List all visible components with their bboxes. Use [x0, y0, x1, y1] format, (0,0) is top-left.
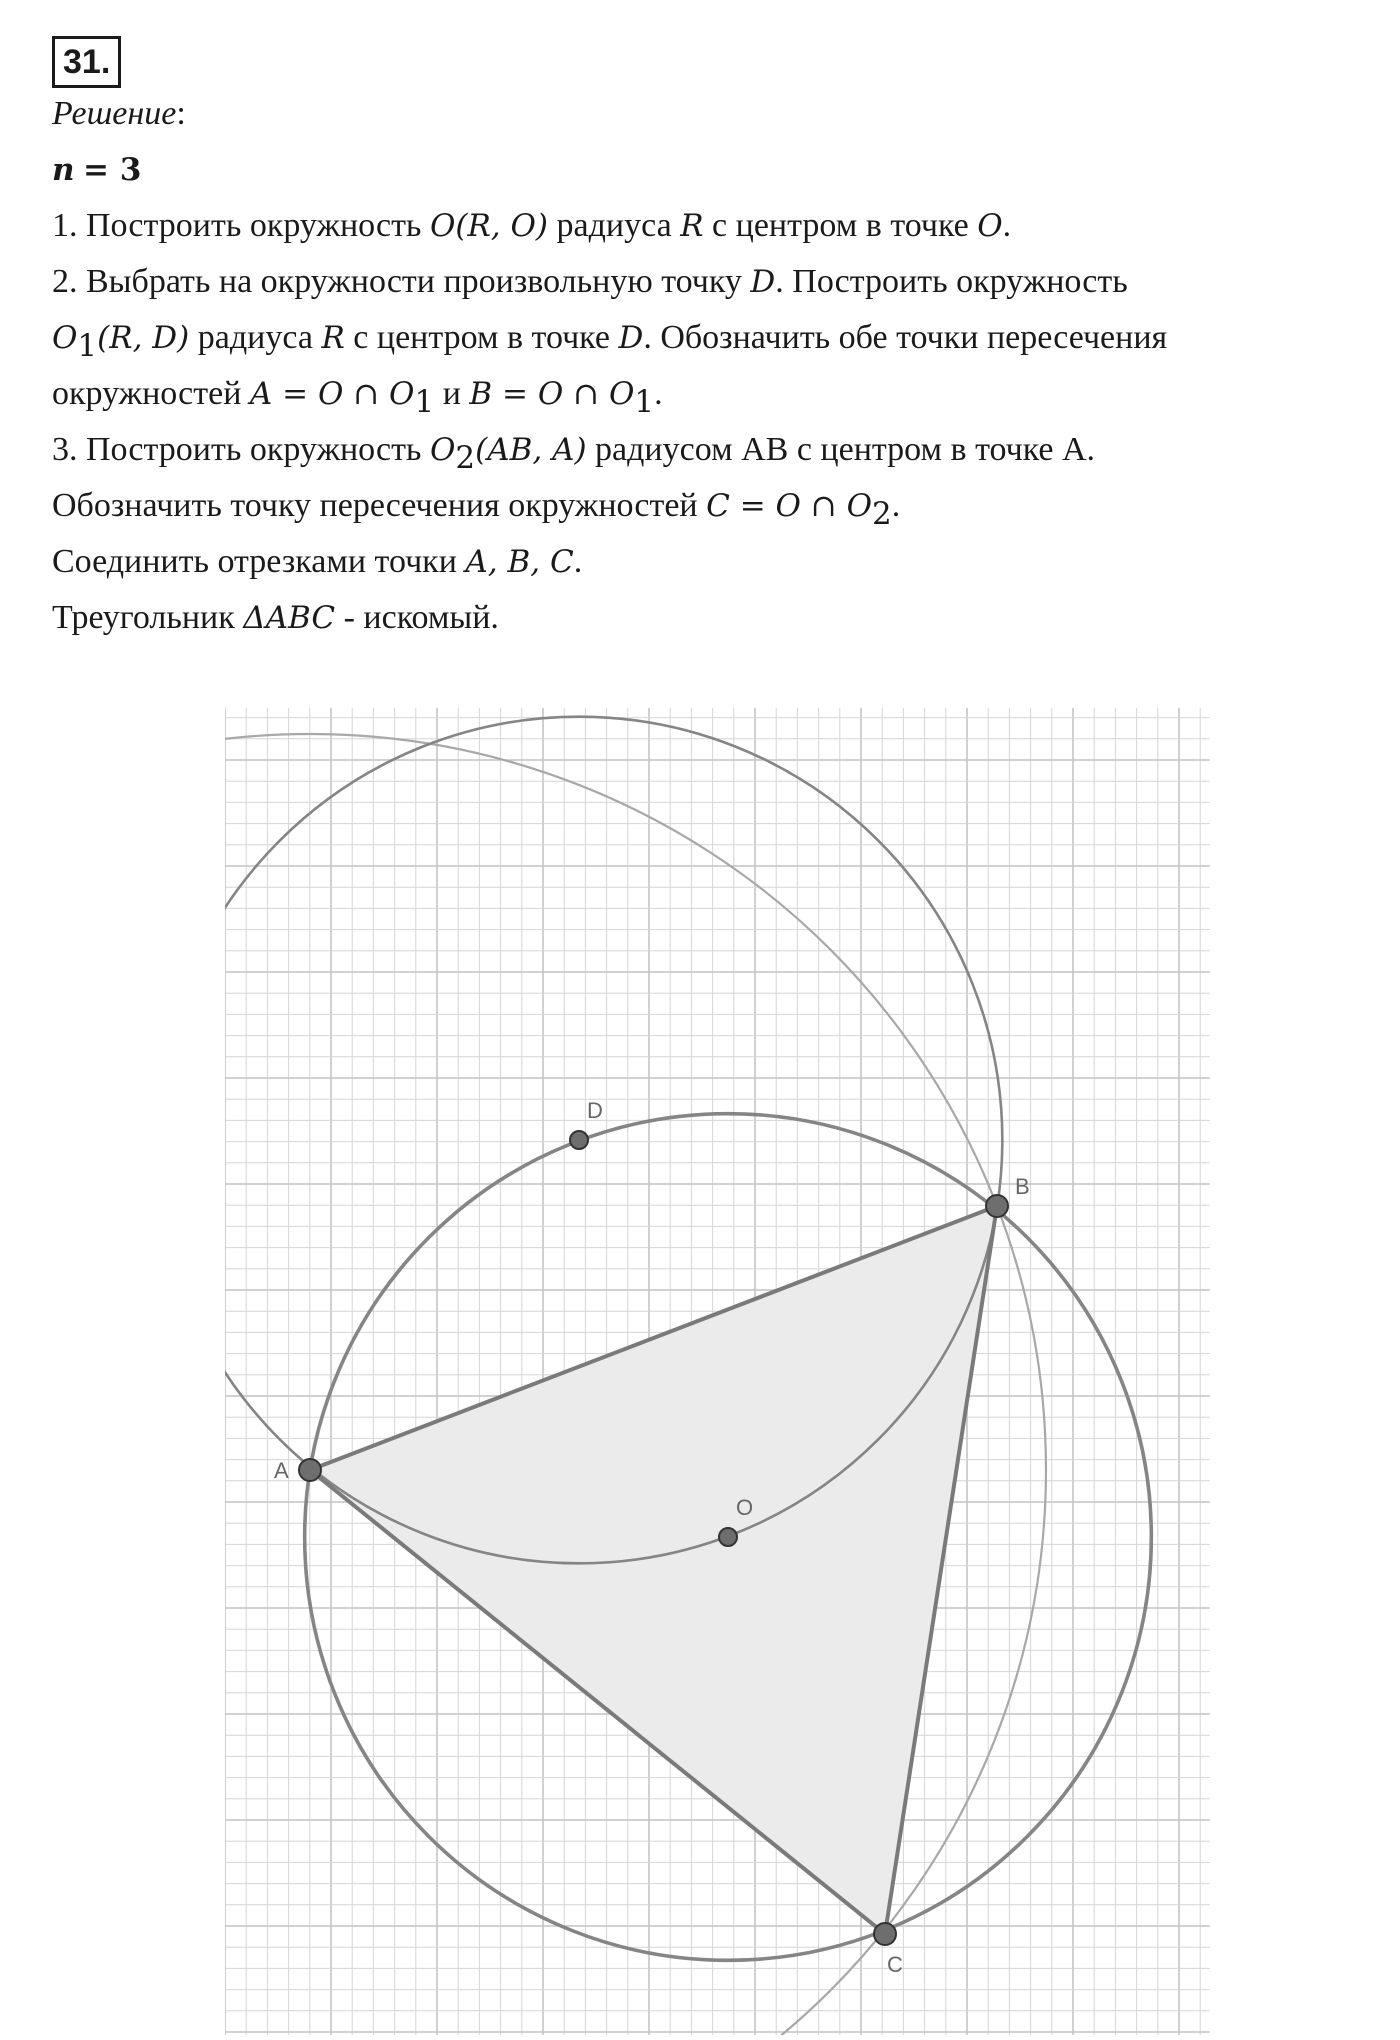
step-2-circle-sub: 1	[77, 327, 98, 364]
step-3-line2-end: .	[891, 487, 901, 524]
construction-diagram	[225, 708, 1210, 2035]
solution-text	[52, 86, 1362, 646]
step-2-eq-a: A = O ∩ O	[249, 376, 415, 412]
step-2-center: D	[618, 320, 644, 356]
conclusion	[52, 590, 1362, 646]
step-2-radius: R	[321, 320, 345, 356]
step-3-line-2	[52, 478, 1362, 534]
point-d	[570, 1131, 588, 1149]
step-2-eq-b: B = O ∩ O	[469, 376, 635, 412]
step-4-prefix: Соединить отрезками точки	[52, 543, 466, 580]
step-2-line2-suffix: . Обозначить обе точки пересечения	[643, 319, 1168, 356]
solution-label: Решение	[52, 95, 177, 132]
conclusion-triangle: ΔABC	[243, 600, 336, 636]
step-2-line-3	[52, 366, 1362, 422]
step-2-line-1	[52, 254, 1362, 310]
point-c-label: C	[887, 1952, 903, 1977]
step-4-end: .	[573, 543, 583, 580]
step-2-and: и	[434, 375, 470, 412]
step-2-line3-prefix: окружностей	[52, 375, 250, 412]
step-1-radius: R	[680, 208, 704, 244]
step-1-mid: радиуса	[548, 207, 681, 244]
step-2-line1-suffix: . Построить окружность	[775, 263, 1128, 300]
step-1-args: (R, O)	[455, 208, 549, 244]
n-label: n	[52, 152, 75, 188]
step-3-line2-prefix: Обозначить точку пересечения окружностей	[52, 487, 707, 524]
step-3-line-1	[52, 422, 1362, 478]
step-1-circle: O	[429, 208, 456, 244]
step-2-eq-b-sub: 1	[634, 383, 655, 420]
point-o-label: O	[736, 1495, 754, 1520]
construction-shapes	[225, 717, 1151, 2035]
step-4-points: A, B, C	[465, 544, 574, 580]
construction-figure	[225, 708, 1210, 2040]
n-value: 3	[119, 152, 142, 188]
point-a	[299, 1459, 321, 1481]
point-o	[719, 1528, 737, 1546]
step-2-line3-end: .	[654, 375, 663, 412]
step-1-prefix: 1. Построить окружность	[52, 207, 430, 244]
triangle-abc-fill	[310, 1206, 997, 1934]
n-line: n = 3	[52, 152, 142, 188]
step-3-circle: O	[429, 432, 456, 468]
point-c	[874, 1923, 896, 1945]
step-1-mid2: с центром в точке	[703, 207, 978, 244]
point-b	[986, 1195, 1008, 1217]
step-2-args: (R, D)	[97, 320, 190, 356]
point-a-label: A	[274, 1458, 289, 1483]
step-2-mid: радиуса	[189, 319, 322, 356]
step-2-mid2: с центром в точке	[344, 319, 619, 356]
step-1-center: O	[977, 208, 1003, 244]
step-3-eq-c-sub: 2	[872, 495, 892, 532]
step-3-args: (AB, A)	[475, 432, 587, 468]
solution-heading: Решение:	[52, 95, 186, 132]
step-2-circle: O	[52, 320, 78, 356]
step-3-eq-c: C = O ∩ O	[706, 488, 873, 524]
step-1	[52, 198, 1362, 254]
conclusion-suffix: - искомый.	[335, 599, 499, 636]
step-4	[52, 534, 1362, 590]
step-1-end: .	[1002, 207, 1012, 244]
point-d-label: D	[587, 1098, 603, 1123]
problem-number: 31.	[52, 36, 121, 88]
step-2-point-d: D	[750, 264, 776, 300]
point-b-label: B	[1015, 1174, 1030, 1199]
step-2-line-2	[52, 310, 1362, 366]
step-2-prefix: 2. Выбрать на окружности произвольную точку	[52, 263, 751, 300]
conclusion-prefix: Треугольник	[52, 599, 244, 636]
step-3-prefix: 3. Построить окружность	[52, 431, 430, 468]
step-3-line1-suffix: радиусом АВ с центром в точке А.	[586, 431, 1096, 468]
step-2-eq-a-sub: 1	[414, 383, 435, 420]
step-3-circle-sub: 2	[455, 439, 476, 476]
